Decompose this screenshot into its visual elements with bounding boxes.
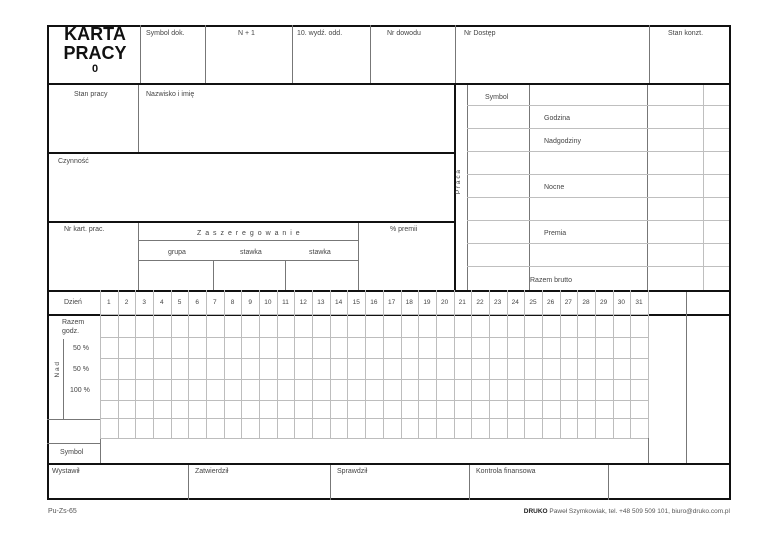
day-number: 14 bbox=[334, 299, 343, 306]
publisher-text: Paweł Szymkowiak, tel. +48 509 509 101, biuro@druko.com.pl bbox=[549, 508, 730, 515]
day-number: 22 bbox=[476, 299, 484, 306]
grid-row-line bbox=[100, 400, 648, 401]
position-label: Czynność bbox=[58, 158, 89, 165]
day-number-row bbox=[100, 293, 648, 313]
day-number: 27 bbox=[564, 299, 572, 306]
day-number: 25 bbox=[529, 299, 537, 306]
day-number: 30 bbox=[617, 299, 625, 306]
grid-row-line bbox=[100, 358, 648, 359]
title-line-1: KARTA bbox=[64, 24, 126, 44]
day-number: 9 bbox=[248, 299, 253, 306]
name-label: Nazwisko i imię bbox=[146, 91, 195, 98]
header-field-document: Nr dowodu bbox=[387, 30, 421, 37]
day-number: 20 bbox=[440, 299, 449, 306]
day-number: 2 bbox=[124, 299, 129, 306]
grid-row-line bbox=[100, 438, 648, 439]
hours-symbol-label: Symbol bbox=[485, 94, 509, 101]
pct-100-label: 100 % bbox=[70, 387, 90, 394]
header-field-access: Nr Dostęp bbox=[464, 30, 496, 37]
day-number: 5 bbox=[177, 299, 182, 306]
hours-item-overtime: Nadgodziny bbox=[544, 138, 581, 145]
day-number: 6 bbox=[195, 299, 199, 306]
publisher-brand: DRUKO bbox=[523, 508, 548, 515]
signature-checked: Sprawdził bbox=[337, 468, 368, 475]
day-number: 16 bbox=[370, 299, 378, 306]
form-title bbox=[50, 25, 140, 75]
day-number: 28 bbox=[582, 299, 590, 306]
day-number: 13 bbox=[317, 299, 325, 306]
day-number: 15 bbox=[352, 299, 360, 306]
row-symbol-label: Symbol bbox=[60, 449, 84, 456]
pct-50-b-label: 50 % bbox=[73, 366, 89, 373]
day-number: 26 bbox=[547, 299, 555, 306]
day-number: 31 bbox=[635, 299, 643, 306]
header-field-state: Stan konzt. bbox=[668, 30, 704, 37]
hours-item-night: Nocne bbox=[544, 184, 565, 191]
rate-col-rate: stawka bbox=[240, 249, 262, 256]
title-line-2: PRACY bbox=[63, 43, 127, 63]
signature-financial-control: Kontrola finansowa bbox=[476, 468, 536, 475]
hours-item-gross-total: Razem brutto bbox=[530, 277, 573, 284]
grid-row-line bbox=[100, 337, 648, 338]
pct-50-label: 50 % bbox=[73, 345, 89, 352]
signature-issued: Wystawił bbox=[52, 468, 80, 475]
hours-item-bonus: Premia bbox=[544, 230, 567, 237]
day-number: 12 bbox=[299, 299, 307, 306]
rate-col-rate-2: stawka bbox=[309, 249, 331, 256]
rates-label: Z a s z e r e g o w a n i e bbox=[197, 230, 301, 237]
total-hours-label: Razem godz. bbox=[62, 319, 85, 335]
day-number: 18 bbox=[405, 299, 413, 306]
day-number: 17 bbox=[387, 299, 396, 306]
publisher-info bbox=[400, 508, 730, 515]
hours-item-hours: Godzina bbox=[544, 115, 571, 122]
work-side-label: P r a c a bbox=[455, 170, 462, 195]
form-code: Pu-Zs-65 bbox=[48, 508, 77, 515]
header-field-dept: 10. wydź. odd. bbox=[297, 30, 343, 37]
card-no-label: Nr kart. prac. bbox=[64, 226, 105, 233]
signature-approved: Zatwierdził bbox=[195, 468, 229, 475]
grid-row-line bbox=[100, 379, 648, 380]
day-number: 4 bbox=[160, 299, 164, 306]
percent-label: % premii bbox=[390, 226, 418, 233]
day-number: 11 bbox=[282, 299, 289, 306]
grid-row-line bbox=[100, 418, 648, 419]
grid-row-line bbox=[100, 314, 648, 315]
employee-no-label: Stan pracy bbox=[74, 91, 108, 98]
overtime-side-label: N a d bbox=[54, 362, 61, 378]
day-number: 29 bbox=[600, 299, 608, 306]
day-number: 8 bbox=[230, 299, 235, 306]
day-number: 21 bbox=[458, 299, 466, 306]
day-number: 23 bbox=[494, 299, 502, 306]
day-number: 10 bbox=[264, 299, 272, 306]
title-number: 0 bbox=[91, 63, 99, 75]
day-number: 24 bbox=[511, 299, 519, 306]
rate-col-group: grupa bbox=[168, 249, 186, 256]
day-number: 7 bbox=[213, 299, 217, 306]
day-label: Dzień bbox=[64, 299, 82, 306]
header-field-n: N + 1 bbox=[238, 30, 255, 37]
day-number: 3 bbox=[142, 299, 146, 306]
day-number: 1 bbox=[107, 299, 111, 306]
day-number: 19 bbox=[423, 299, 431, 306]
grid-col-line bbox=[648, 290, 649, 438]
header-field-symbol: Symbol dok. bbox=[146, 30, 185, 37]
